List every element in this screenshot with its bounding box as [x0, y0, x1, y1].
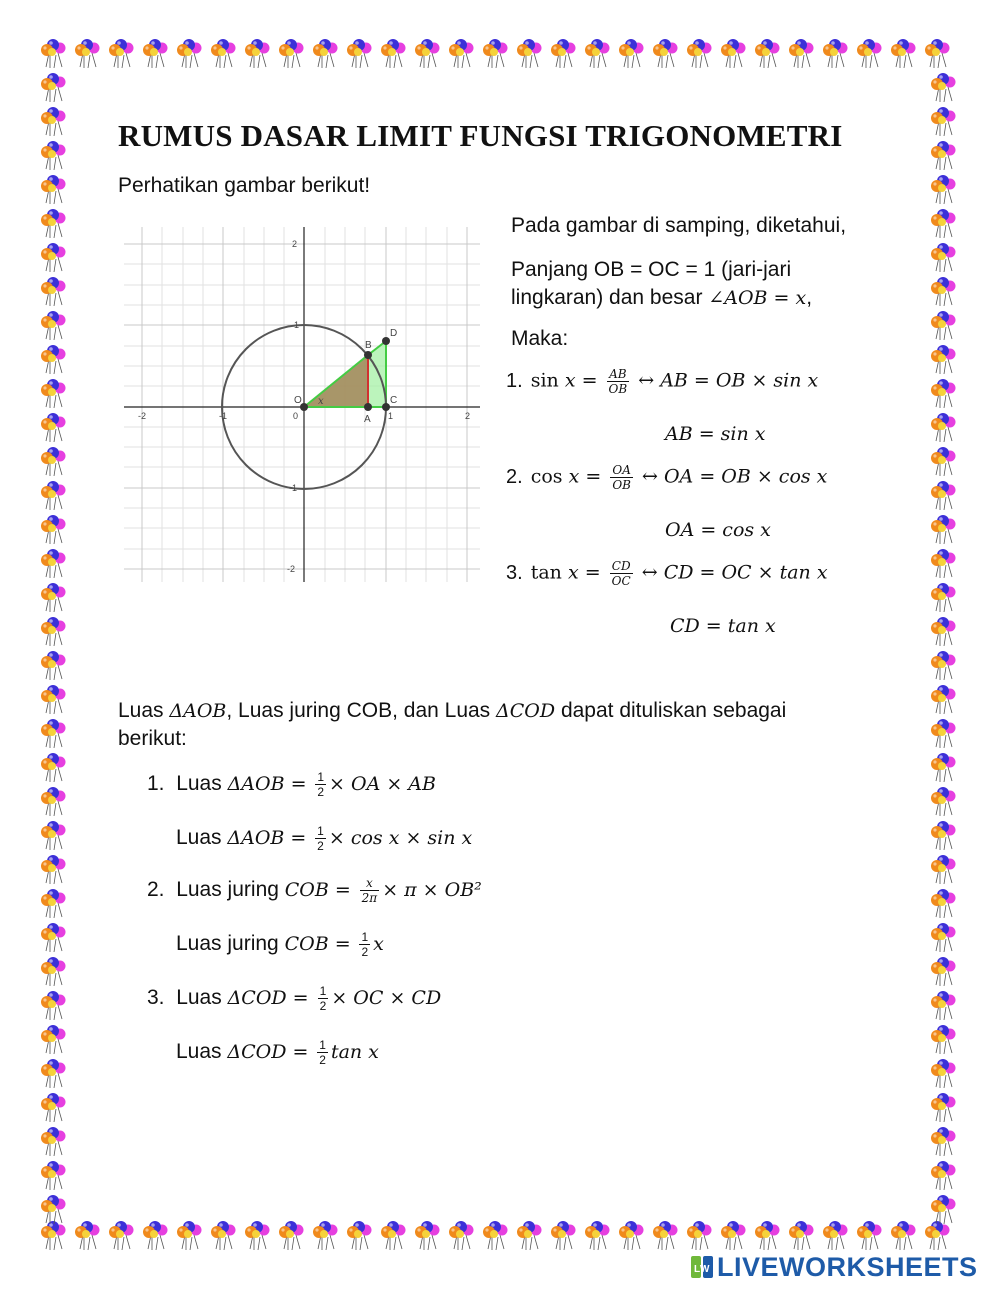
balloon-icon — [931, 787, 956, 816]
point-label-a: A — [364, 414, 371, 425]
y-tick-label: -2 — [287, 564, 296, 574]
balloon-icon — [41, 991, 66, 1020]
result-sin: AB = sin x — [665, 423, 766, 445]
balloon-icon — [41, 481, 66, 510]
balloon-icon — [415, 39, 440, 68]
balloon-icon — [755, 39, 780, 68]
balloon-icon — [177, 1221, 202, 1250]
balloon-icon — [41, 277, 66, 306]
balloon-icon — [931, 617, 956, 646]
balloon-icon — [551, 1221, 576, 1250]
x-tick-label: -1 — [219, 411, 228, 421]
balloon-icon — [41, 651, 66, 680]
point-c — [382, 403, 390, 411]
given-text-1: Panjang OB = OC = 1 (jari-jari — [511, 258, 792, 281]
balloon-icon — [857, 39, 882, 68]
balloon-icon — [931, 651, 956, 680]
balloon-icon — [41, 549, 66, 578]
unit-circle-graph — [122, 222, 482, 587]
balloon-icon — [931, 277, 956, 306]
point-d — [382, 337, 390, 345]
balloon-icon — [931, 583, 956, 612]
balloon-icon — [75, 1221, 100, 1250]
y-tick-label: 2 — [292, 239, 298, 249]
y-tick-label: 1 — [294, 320, 300, 330]
balloon-icon — [931, 549, 956, 578]
balloon-icon — [41, 1127, 66, 1156]
balloon-icon — [517, 1221, 542, 1250]
balloon-icon — [41, 379, 66, 408]
balloon-icon — [789, 1221, 814, 1250]
balloon-icon — [415, 1221, 440, 1250]
balloon-icon — [721, 39, 746, 68]
balloon-icon — [41, 719, 66, 748]
balloon-icon — [313, 1221, 338, 1250]
intro-text: Perhatikan gambar berikut! — [118, 174, 371, 197]
balloon-icon — [931, 447, 956, 476]
area-aob: 1. Luas ΔAOB = $\frac{1}{2}$ × OA × AB — [147, 770, 436, 799]
balloon-icon — [585, 1221, 610, 1250]
balloon-icon — [347, 1221, 372, 1250]
balloon-icon — [931, 481, 956, 510]
balloon-icon — [931, 1059, 956, 1088]
balloon-icon — [687, 39, 712, 68]
area-cod: 3. Luas ΔCOD = $\frac{1}{2}$ × OC × CD — [147, 984, 442, 1013]
maka-label: Maka: — [511, 327, 569, 350]
given-text-2: lingkaran) dan besar ∠AOB = x, — [511, 286, 813, 309]
formula-sin: 1. sin x = $\frac{AB}{OB}$ ↔ AB = OB × sin x — [506, 367, 819, 396]
balloon-icon — [41, 447, 66, 476]
balloon-icon — [41, 209, 66, 238]
balloon-icon — [143, 1221, 168, 1250]
liveworksheets-icon — [690, 1254, 714, 1280]
x-tick-label: 2 — [465, 411, 471, 421]
liveworksheets-logo — [690, 1252, 978, 1283]
balloon-icon — [381, 39, 406, 68]
balloon-icon — [41, 821, 66, 850]
balloon-icon — [931, 1025, 956, 1054]
balloon-icon — [931, 957, 956, 986]
balloon-icon — [483, 1221, 508, 1250]
balloon-icon — [931, 821, 956, 850]
balloon-icon — [931, 175, 956, 204]
formula-tan: 3. tan x = $\frac{CD}{OC}$ ↔ CD = OC × tan x — [506, 559, 828, 588]
balloon-icon — [653, 1221, 678, 1250]
balloon-icon — [931, 379, 956, 408]
balloon-icon — [245, 1221, 270, 1250]
balloon-icon — [41, 311, 66, 340]
balloon-icon — [41, 107, 66, 136]
balloon-icon — [109, 1221, 134, 1250]
balloon-icon — [41, 141, 66, 170]
balloon-icon — [931, 1127, 956, 1156]
area-cod-result: Luas ΔCOD = $\frac{1}{2}$ tan x — [176, 1038, 379, 1067]
balloon-icon — [823, 39, 848, 68]
balloon-icon — [653, 39, 678, 68]
balloon-icon — [931, 209, 956, 238]
balloon-icon — [41, 617, 66, 646]
balloon-icon — [483, 39, 508, 68]
balloon-icon — [925, 1221, 950, 1250]
balloon-icon — [931, 923, 956, 952]
result-cos: OA = cos x — [665, 519, 771, 541]
balloon-icon — [931, 719, 956, 748]
balloon-icon — [41, 73, 66, 102]
balloon-icon — [931, 855, 956, 884]
balloon-icon — [925, 39, 950, 68]
y-tick-label: -1 — [289, 483, 298, 493]
balloon-icon — [449, 39, 474, 68]
balloon-icon — [41, 1195, 66, 1224]
balloon-icon — [619, 1221, 644, 1250]
balloon-icon — [41, 175, 66, 204]
balloon-icon — [931, 413, 956, 442]
balloon-icon — [931, 1161, 956, 1190]
point-label-b: B — [365, 340, 372, 351]
balloon-icon — [41, 39, 66, 68]
formula-cos: 2. cos x = $\frac{OA}{OB}$ ↔ OA = OB × cos x — [506, 463, 828, 492]
balloon-icon — [41, 923, 66, 952]
balloon-icon — [931, 311, 956, 340]
result-tan: CD = tan x — [670, 615, 776, 637]
balloon-icon — [75, 39, 100, 68]
area-aob-result: Luas ΔAOB = $\frac{1}{2}$ × cos x × sin x — [176, 824, 473, 853]
balloon-icon — [931, 753, 956, 782]
balloon-icon — [687, 1221, 712, 1250]
balloon-icon — [41, 753, 66, 782]
balloon-icon — [931, 345, 956, 374]
brand-text: LIVEWORKSHEETS — [717, 1252, 978, 1282]
balloon-icon — [891, 1221, 916, 1250]
balloon-icon — [41, 1059, 66, 1088]
balloon-icon — [41, 685, 66, 714]
x-tick-label: 1 — [388, 411, 394, 421]
balloon-icon — [211, 1221, 236, 1250]
balloon-icon — [857, 1221, 882, 1250]
point-label-c: C — [390, 395, 398, 406]
balloon-icon — [789, 39, 814, 68]
balloon-icon — [41, 1221, 66, 1250]
balloon-icon — [931, 107, 956, 136]
area-sector-cob: 2. Luas juring COB = $\frac{x}{2\pi}$ × π × OB² — [147, 876, 482, 905]
page-title: RUMUS DASAR LIMIT FUNGSI TRIGONOMETRI — [118, 118, 843, 153]
x-tick-label: -2 — [138, 411, 147, 421]
balloon-icon — [41, 1161, 66, 1190]
balloon-icon — [279, 1221, 304, 1250]
balloon-icon — [449, 1221, 474, 1250]
balloon-icon — [41, 957, 66, 986]
balloon-icon — [551, 39, 576, 68]
balloon-icon — [517, 39, 542, 68]
point-a — [364, 403, 372, 411]
balloon-icon — [931, 889, 956, 918]
balloon-icon — [41, 1025, 66, 1054]
balloon-icon — [891, 39, 916, 68]
balloon-icon — [41, 243, 66, 272]
point-label-d: D — [390, 328, 398, 339]
balloon-icon — [823, 1221, 848, 1250]
balloon-icon — [931, 1195, 956, 1224]
balloon-icon — [755, 1221, 780, 1250]
balloon-icon — [41, 787, 66, 816]
balloon-icon — [931, 243, 956, 272]
balloon-icon — [931, 515, 956, 544]
balloon-icon — [211, 39, 236, 68]
known-text: Pada gambar di samping, diketahui, — [511, 214, 847, 237]
balloon-icon — [41, 1093, 66, 1122]
balloon-icon — [931, 685, 956, 714]
balloon-icon — [279, 39, 304, 68]
area-sector-cob-result: Luas juring COB = $\frac{1}{2}$ x — [176, 930, 384, 959]
balloon-icon — [619, 39, 644, 68]
balloon-icon — [585, 39, 610, 68]
brand-logo-text: LW — [694, 1264, 710, 1275]
balloon-icon — [109, 39, 134, 68]
point-label-o: O — [294, 395, 302, 406]
balloon-icon — [41, 889, 66, 918]
balloon-icon — [931, 991, 956, 1020]
balloon-icon — [721, 1221, 746, 1250]
angle-label: x — [318, 396, 324, 407]
balloon-icon — [381, 1221, 406, 1250]
balloon-icon — [41, 345, 66, 374]
balloon-icon — [41, 413, 66, 442]
balloon-icon — [313, 39, 338, 68]
balloon-icon — [41, 583, 66, 612]
balloon-icon — [41, 855, 66, 884]
x-tick-label: 0 — [293, 411, 299, 421]
balloon-icon — [245, 39, 270, 68]
point-b — [364, 351, 372, 359]
balloon-icon — [41, 515, 66, 544]
balloon-icon — [143, 39, 168, 68]
area-intro-paragraph: Luas ΔAOB, Luas juring COB, dan Luas ΔCOD dapat dituliskan sebagai berikut: — [118, 699, 787, 750]
balloon-icon — [931, 1093, 956, 1122]
balloon-icon — [931, 141, 956, 170]
balloon-icon — [347, 39, 372, 68]
balloon-icon — [177, 39, 202, 68]
balloon-icon — [931, 73, 956, 102]
